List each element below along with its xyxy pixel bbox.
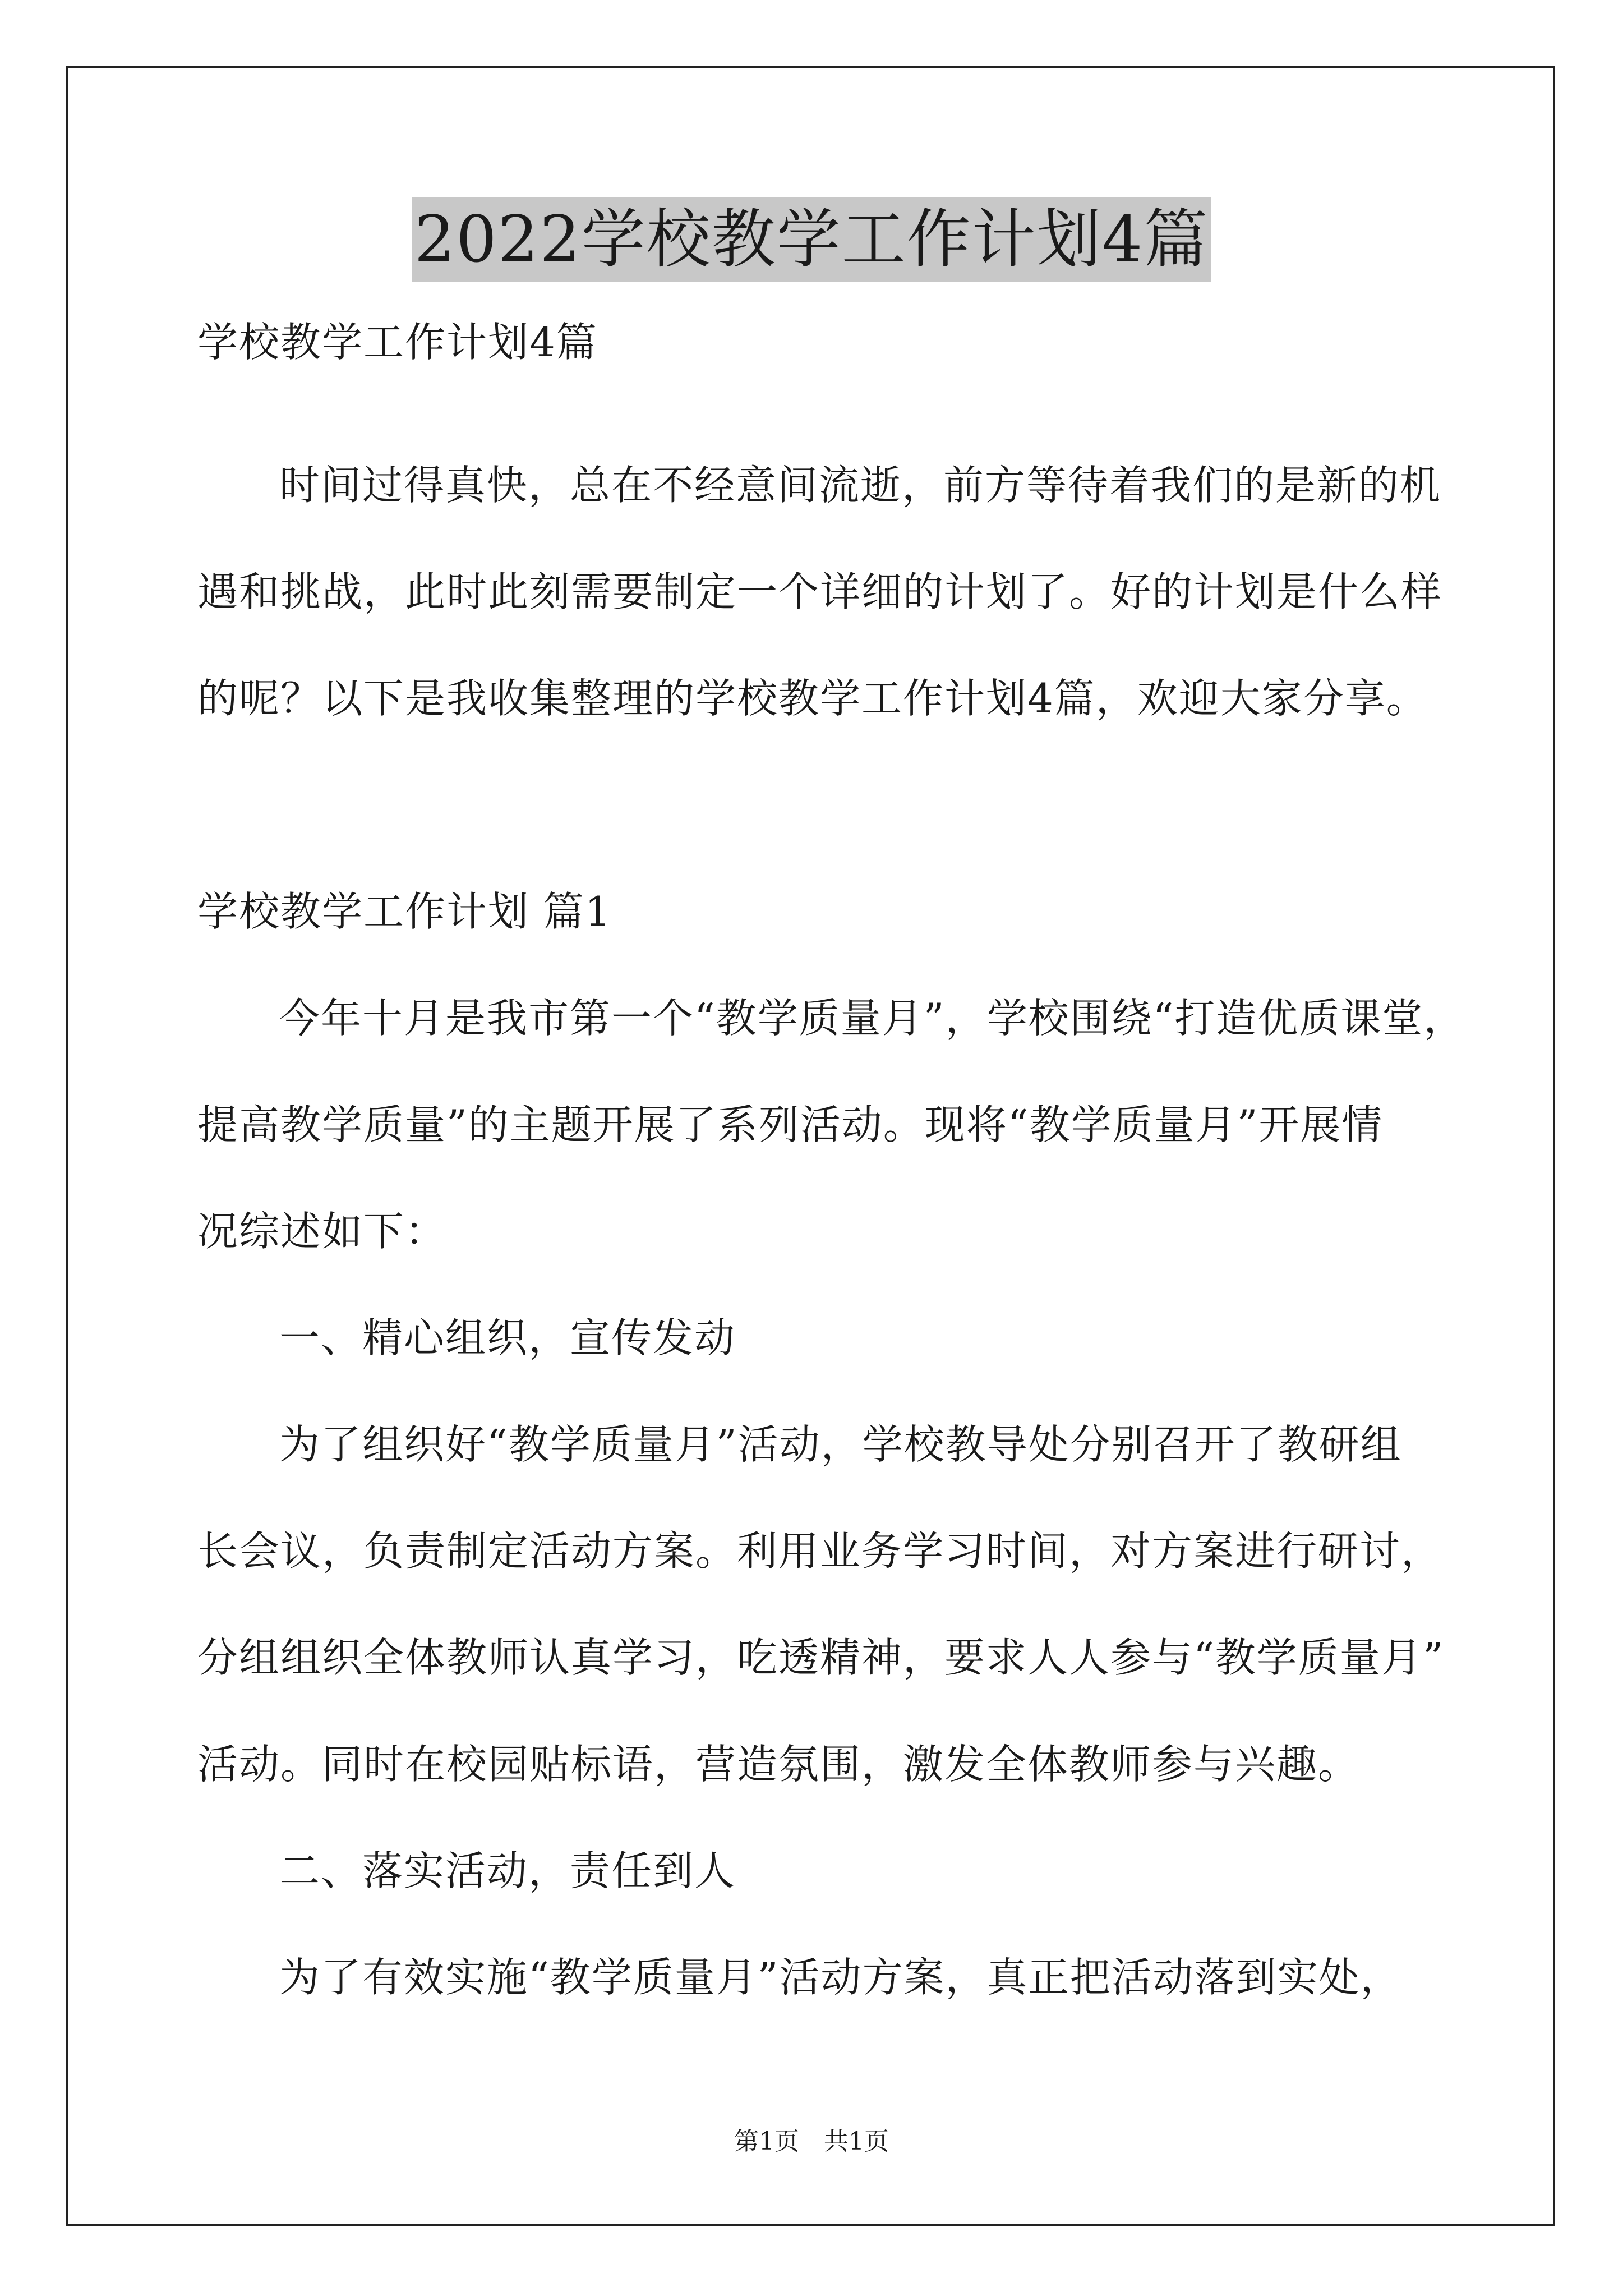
subsection-heading: 一、精心组织，宣传发动 — [279, 1314, 736, 1361]
paragraph-line: 提高教学质量”的主题开展了系列活动。现将“教学质量月”开展情 — [197, 1101, 1384, 1148]
page-footer: 第1页 共1页 — [734, 2127, 889, 2156]
paragraph-line: 为了组织好“教学质量月”活动，学校教导处分别召开了教研组 — [279, 1421, 1402, 1468]
section-heading: 学校教学工作计划 篇1 — [197, 888, 612, 935]
paragraph-line: 活动。同时在校园贴标语，营造氛围，激发全体教师参与兴趣。 — [197, 1741, 1360, 1788]
paragraph-line: 为了有效实施“教学质量月”活动方案，真正把活动落到实处， — [279, 1954, 1402, 2001]
paragraph-line: 的呢？以下是我收集整理的学校教学工作计划4篇，欢迎大家分享。 — [197, 675, 1428, 722]
paragraph-line: 长会议，负责制定活动方案。利用业务学习时间，对方案进行研讨， — [197, 1527, 1443, 1575]
title-block — [0, 197, 1623, 282]
subsection-heading: 二、落实活动，责任到人 — [279, 1847, 736, 1894]
subtitle-line: 学校教学工作计划4篇 — [197, 319, 598, 366]
paragraph-line: 分组组织全体教师认真学习，吃透精神，要求人人参与“教学质量月” — [197, 1634, 1445, 1681]
paragraph-line: 时间过得真快，总在不经意间流逝，前方等待着我们的是新的机 — [279, 462, 1442, 509]
paragraph-line: 遇和挑战，此时此刻需要制定一个详细的计划了。好的计划是什么样 — [197, 568, 1443, 615]
document-title: 2022学校教学工作计划4篇 — [412, 197, 1211, 282]
paragraph-line: 况综述如下： — [197, 1208, 447, 1255]
paragraph-line: 今年十月是我市第一个“教学质量月”，学校围绕“打造优质课堂， — [279, 995, 1465, 1042]
